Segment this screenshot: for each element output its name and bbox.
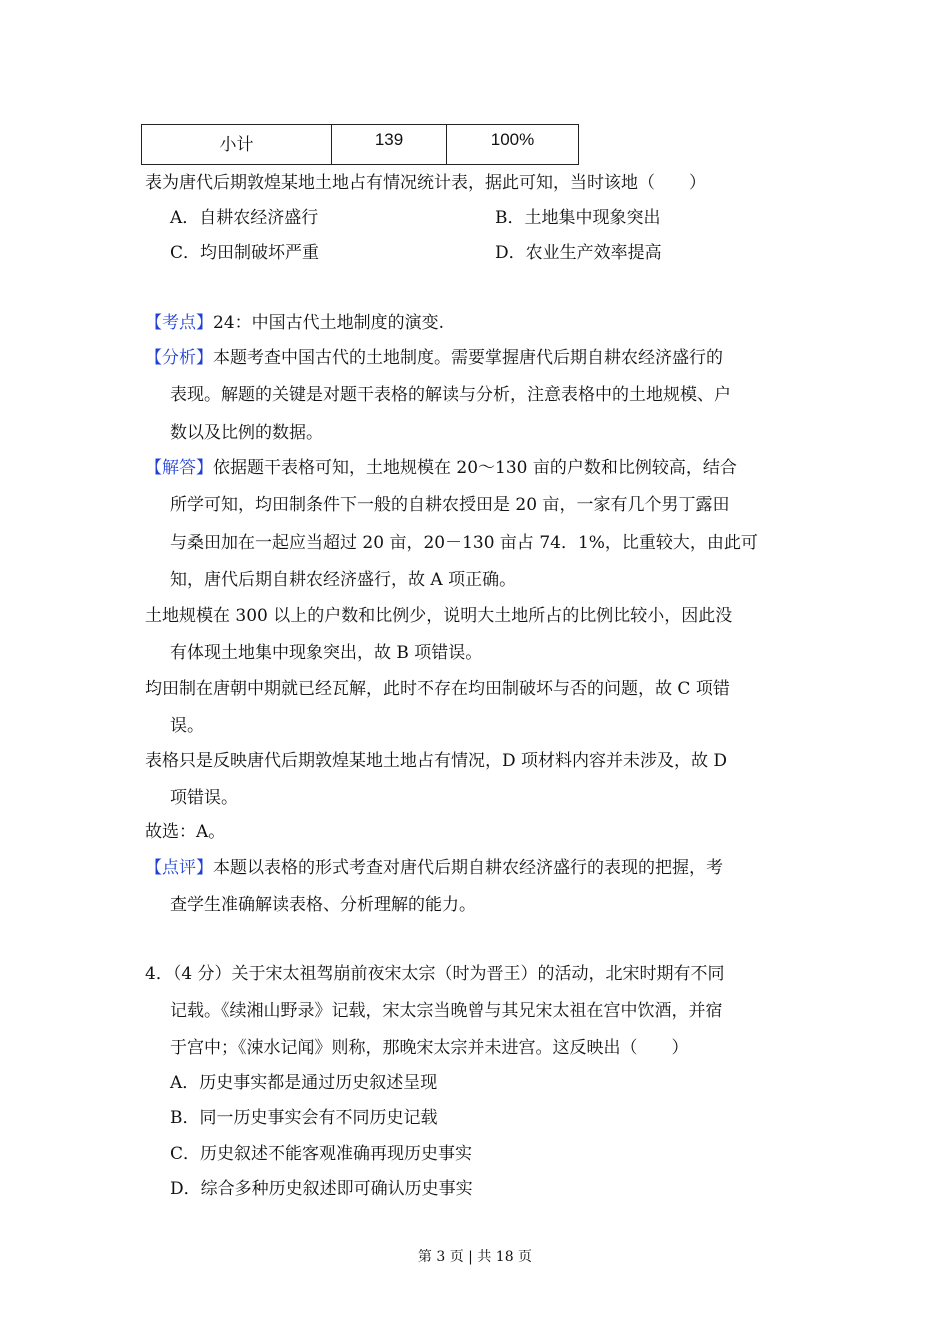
jieda-line-1 [145, 453, 737, 478]
fenxi-tag: 【分析】 [145, 348, 213, 368]
jieda-tag: 【解答】 [145, 458, 213, 478]
jieda-text-2: 所学可知，均田制条件下一般的自耕农授田是 20 亩，一家有几个男丁露田 [170, 495, 730, 515]
q4-option-c: C．历史叙述不能客观准确再现历史事实 [170, 1144, 473, 1164]
subtotal-label: 小计 [142, 125, 332, 165]
q4-option-d: D．综合多种历史叙述即可确认历史事实 [170, 1179, 473, 1199]
land-stats-table [141, 124, 579, 165]
q4-stem-1: 4．（4 分）关于宋太祖驾崩前夜宋太宗（时为晋王）的活动，北宋时期有不同 [145, 964, 725, 984]
para-b-1: 土地规模在 300 以上的户数和比例少，说明大土地所占的比例比较小，因此没 [145, 606, 733, 626]
q3-option-a: A．自耕农经济盛行 [170, 208, 319, 228]
q4-option-b: B．同一历史事实会有不同历史记载 [170, 1108, 438, 1128]
para-c-2: 误。 [170, 716, 204, 736]
q3-option-b: B．土地集中现象突出 [495, 208, 661, 228]
q3-stem: 表为唐代后期敦煌某地土地占有情况统计表，据此可知，当时该地（ ） [145, 173, 706, 193]
jieda-text-3: 与桑田加在一起应当超过 20 亩，20－130 亩占 74．1%，比重较大，由此可 [170, 533, 758, 553]
para-d-2: 项错误。 [170, 788, 238, 808]
answer-line: 故选：A。 [145, 822, 226, 842]
q4-option-a: A．历史事实都是通过历史叙述呈现 [170, 1073, 438, 1093]
fenxi-text-1: 本题考查中国古代的土地制度。需要掌握唐代后期自耕农经济盛行的 [213, 348, 723, 368]
kaodian-tag: 【考点】 [145, 313, 213, 333]
dianping-text-2: 查学生准确解读表格、分析理解的能力。 [170, 895, 476, 915]
para-d-1: 表格只是反映唐代后期敦煌某地土地占有情况，D 项材料内容并未涉及，故 D [145, 751, 728, 771]
fenxi-text-2: 表现。解题的关键是对题干表格的解读与分析，注意表格中的土地规模、户 [170, 385, 731, 405]
jieda-text-4: 知，唐代后期自耕农经济盛行，故 A 项正确。 [170, 570, 517, 590]
q3-option-d: D．农业生产效率提高 [495, 243, 662, 263]
dianping-line-1 [145, 853, 723, 878]
kaodian-line [145, 308, 444, 333]
kaodian-text: 24：中国古代土地制度的演变. [213, 313, 445, 333]
fenxi-text-3: 数以及比例的数据。 [170, 423, 323, 443]
jieda-text-1: 依据题干表格可知，土地规模在 20～130 亩的户数和比例较高，结合 [213, 458, 737, 478]
q3-option-c: C．均田制破坏严重 [170, 243, 320, 263]
subtotal-percent: 100% [447, 125, 579, 165]
dianping-tag: 【点评】 [145, 858, 213, 878]
para-b-2: 有体现土地集中现象突出，故 B 项错误。 [170, 643, 483, 663]
dianping-text-1: 本题以表格的形式考查对唐代后期自耕农经济盛行的表现的把握，考 [213, 858, 723, 878]
table-row-subtotal [142, 125, 579, 165]
page-footer: 第 3 页 | 共 18 页 [417, 1249, 533, 1265]
subtotal-count: 139 [332, 125, 447, 165]
q4-stem-3: 于宫中；《涑水记闻》则称，那晚宋太宗并未进宫。这反映出（ ） [170, 1038, 689, 1058]
para-c-1: 均田制在唐朝中期就已经瓦解，此时不存在均田制破坏与否的问题，故 C 项错 [145, 679, 730, 699]
fenxi-line-1 [145, 343, 723, 368]
q4-stem-2: 记载。《续湘山野录》记载，宋太宗当晚曾与其兄宋太祖在宫中饮酒，并宿 [170, 1001, 723, 1021]
